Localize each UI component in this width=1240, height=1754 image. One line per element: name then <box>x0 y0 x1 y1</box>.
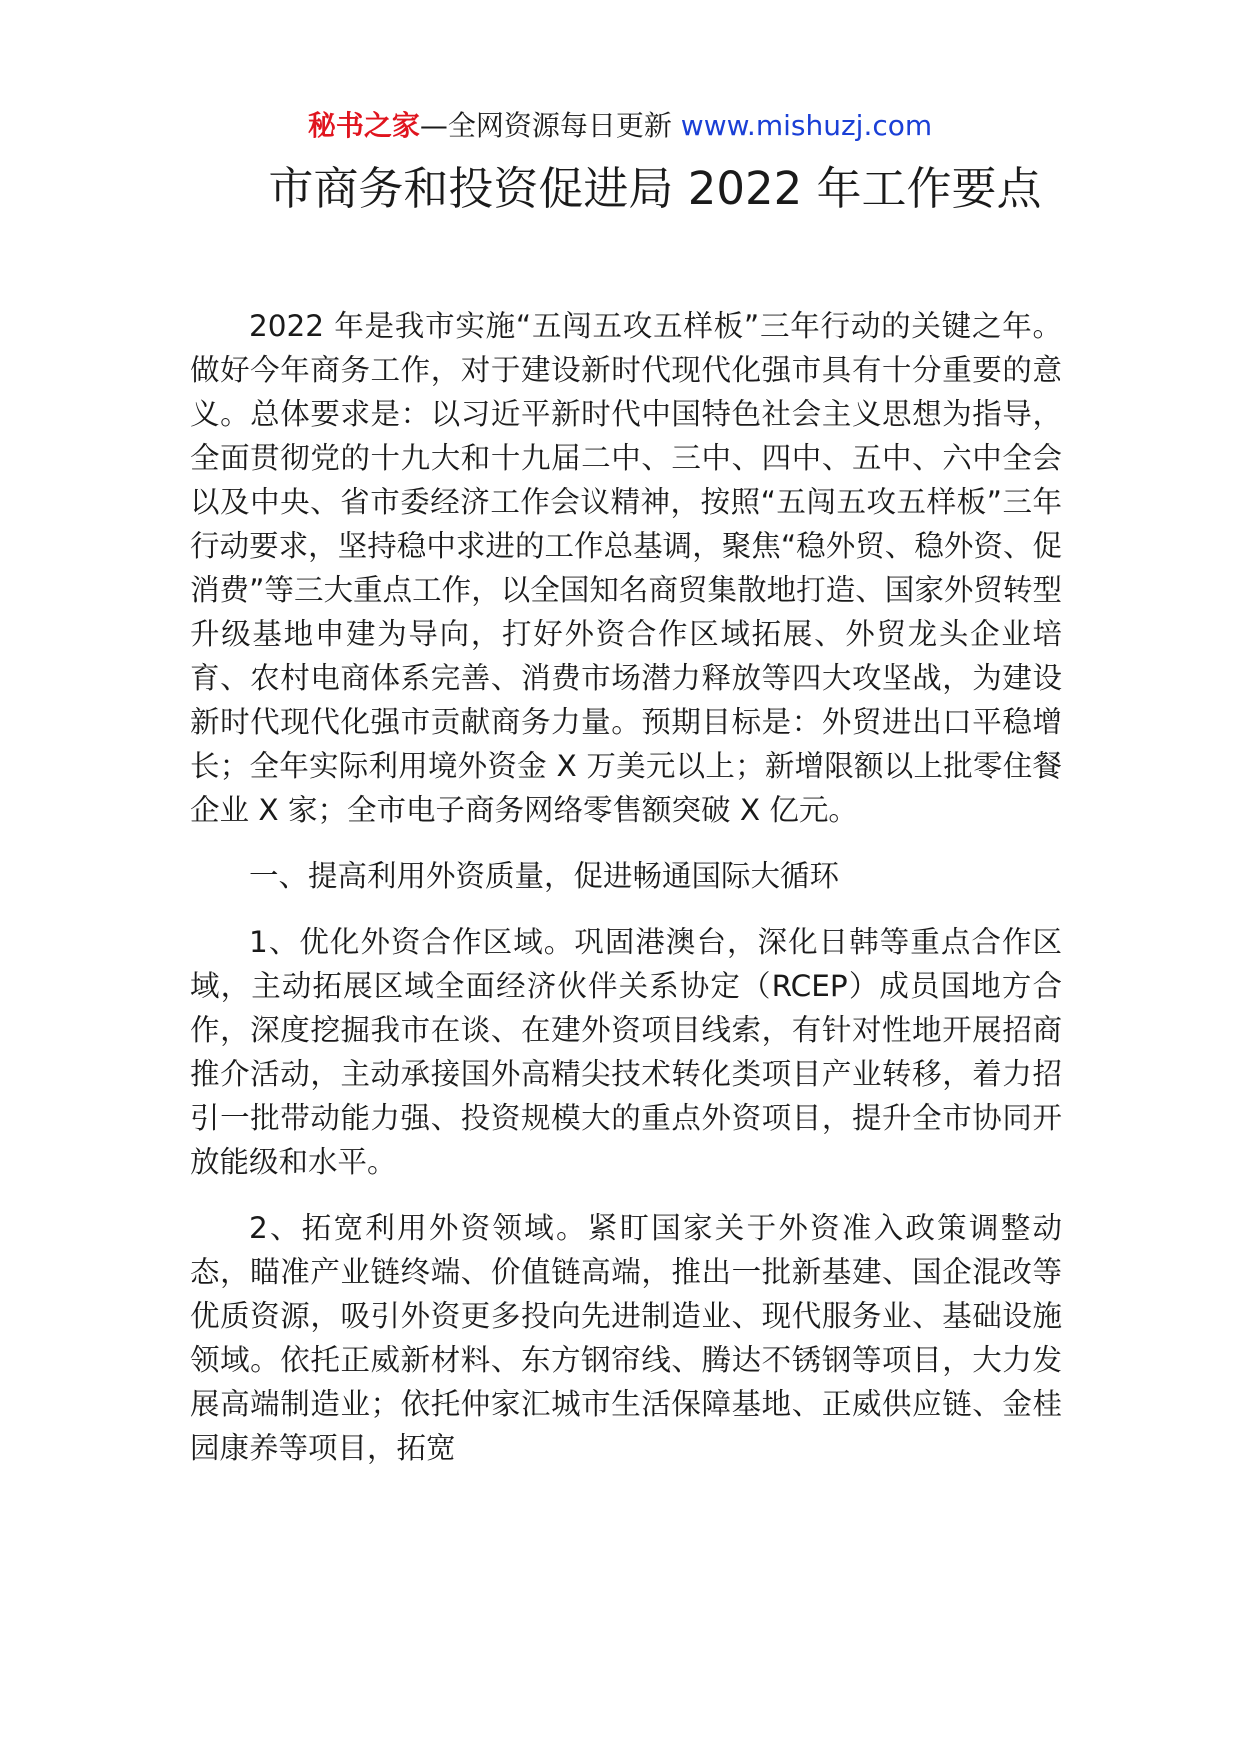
section-heading: 一、提高利用外资质量，促进畅通国际大循环 <box>249 859 840 893</box>
site-url-link[interactable]: www.mishuzj.com <box>680 109 933 142</box>
list-item: 1、优化外资合作区域。巩固港澳台，深化日韩等重点合作区域，主动拓展区域全面经济伙伴关系协定（RCEP）成员国地方合作，深度挖掘我市在谈、在建外资项目线索，有针对性地开展招商推介活动，主动承接国外高精尖技术转化类项目产业转移，着力招引一批带动能力强、投资规模大的重点外资项目，提升全市协同开放能级和水平。 <box>190 925 1062 1179</box>
header-tagline: —全网资源每日更新 <box>419 109 672 142</box>
document-body <box>190 304 1062 1492</box>
list-item: 2、拓宽利用外资领域。紧盯国家关于外资准入政策调整动态，瞄准产业链终端、价值链高端，推出一批新基建、国企混改等优质资源，吸引外资更多投向先进制造业、现代服务业、基础设施领域。依托正威新材料、东方钢帘线、腾达不锈钢等项目，大力发展高端制造业；依托仲家汇城市生活保障基地、正威供应链、金桂园康养等项目，拓宽 <box>190 1211 1062 1465</box>
brand-name: 秘书之家 <box>307 109 420 142</box>
intro-paragraph: 2022 年是我市实施“五闯五攻五样板”三年行动的关键之年。做好今年商务工作，对于建设新时代现代化强市具有十分重要的意义。总体要求是：以习近平新时代中国特色社会主义思想为指导，全面贯彻党的十九大和十九届二中、三中、四中、五中、六中全会以及中央、省市委经济工作会议精神，按照“五闯五攻五样板”三年行动要求，坚持稳中求进的工作总基调，聚焦“稳外贸、稳外资、促消费”等三大重点工作，以全国知名商贸集散地打造、国家外贸转型升级基地申建为导向，打好外资合作区域拓展、外贸龙头企业培育、农村电商体系完善、消费市场潜力释放等四大攻坚战，为建设新时代现代化强市贡献商务力量。预期目标是：外贸进出口平稳增长；全年实际利用境外资金 X 万美元以上；新增限额以上批零住餐企业 X 家；全市电子商务网络零售额突破 X 亿元。 <box>190 309 1062 827</box>
site-header <box>0 106 1240 146</box>
document-title: 市商务和投资促进局 2022 年工作要点 <box>268 162 1042 215</box>
